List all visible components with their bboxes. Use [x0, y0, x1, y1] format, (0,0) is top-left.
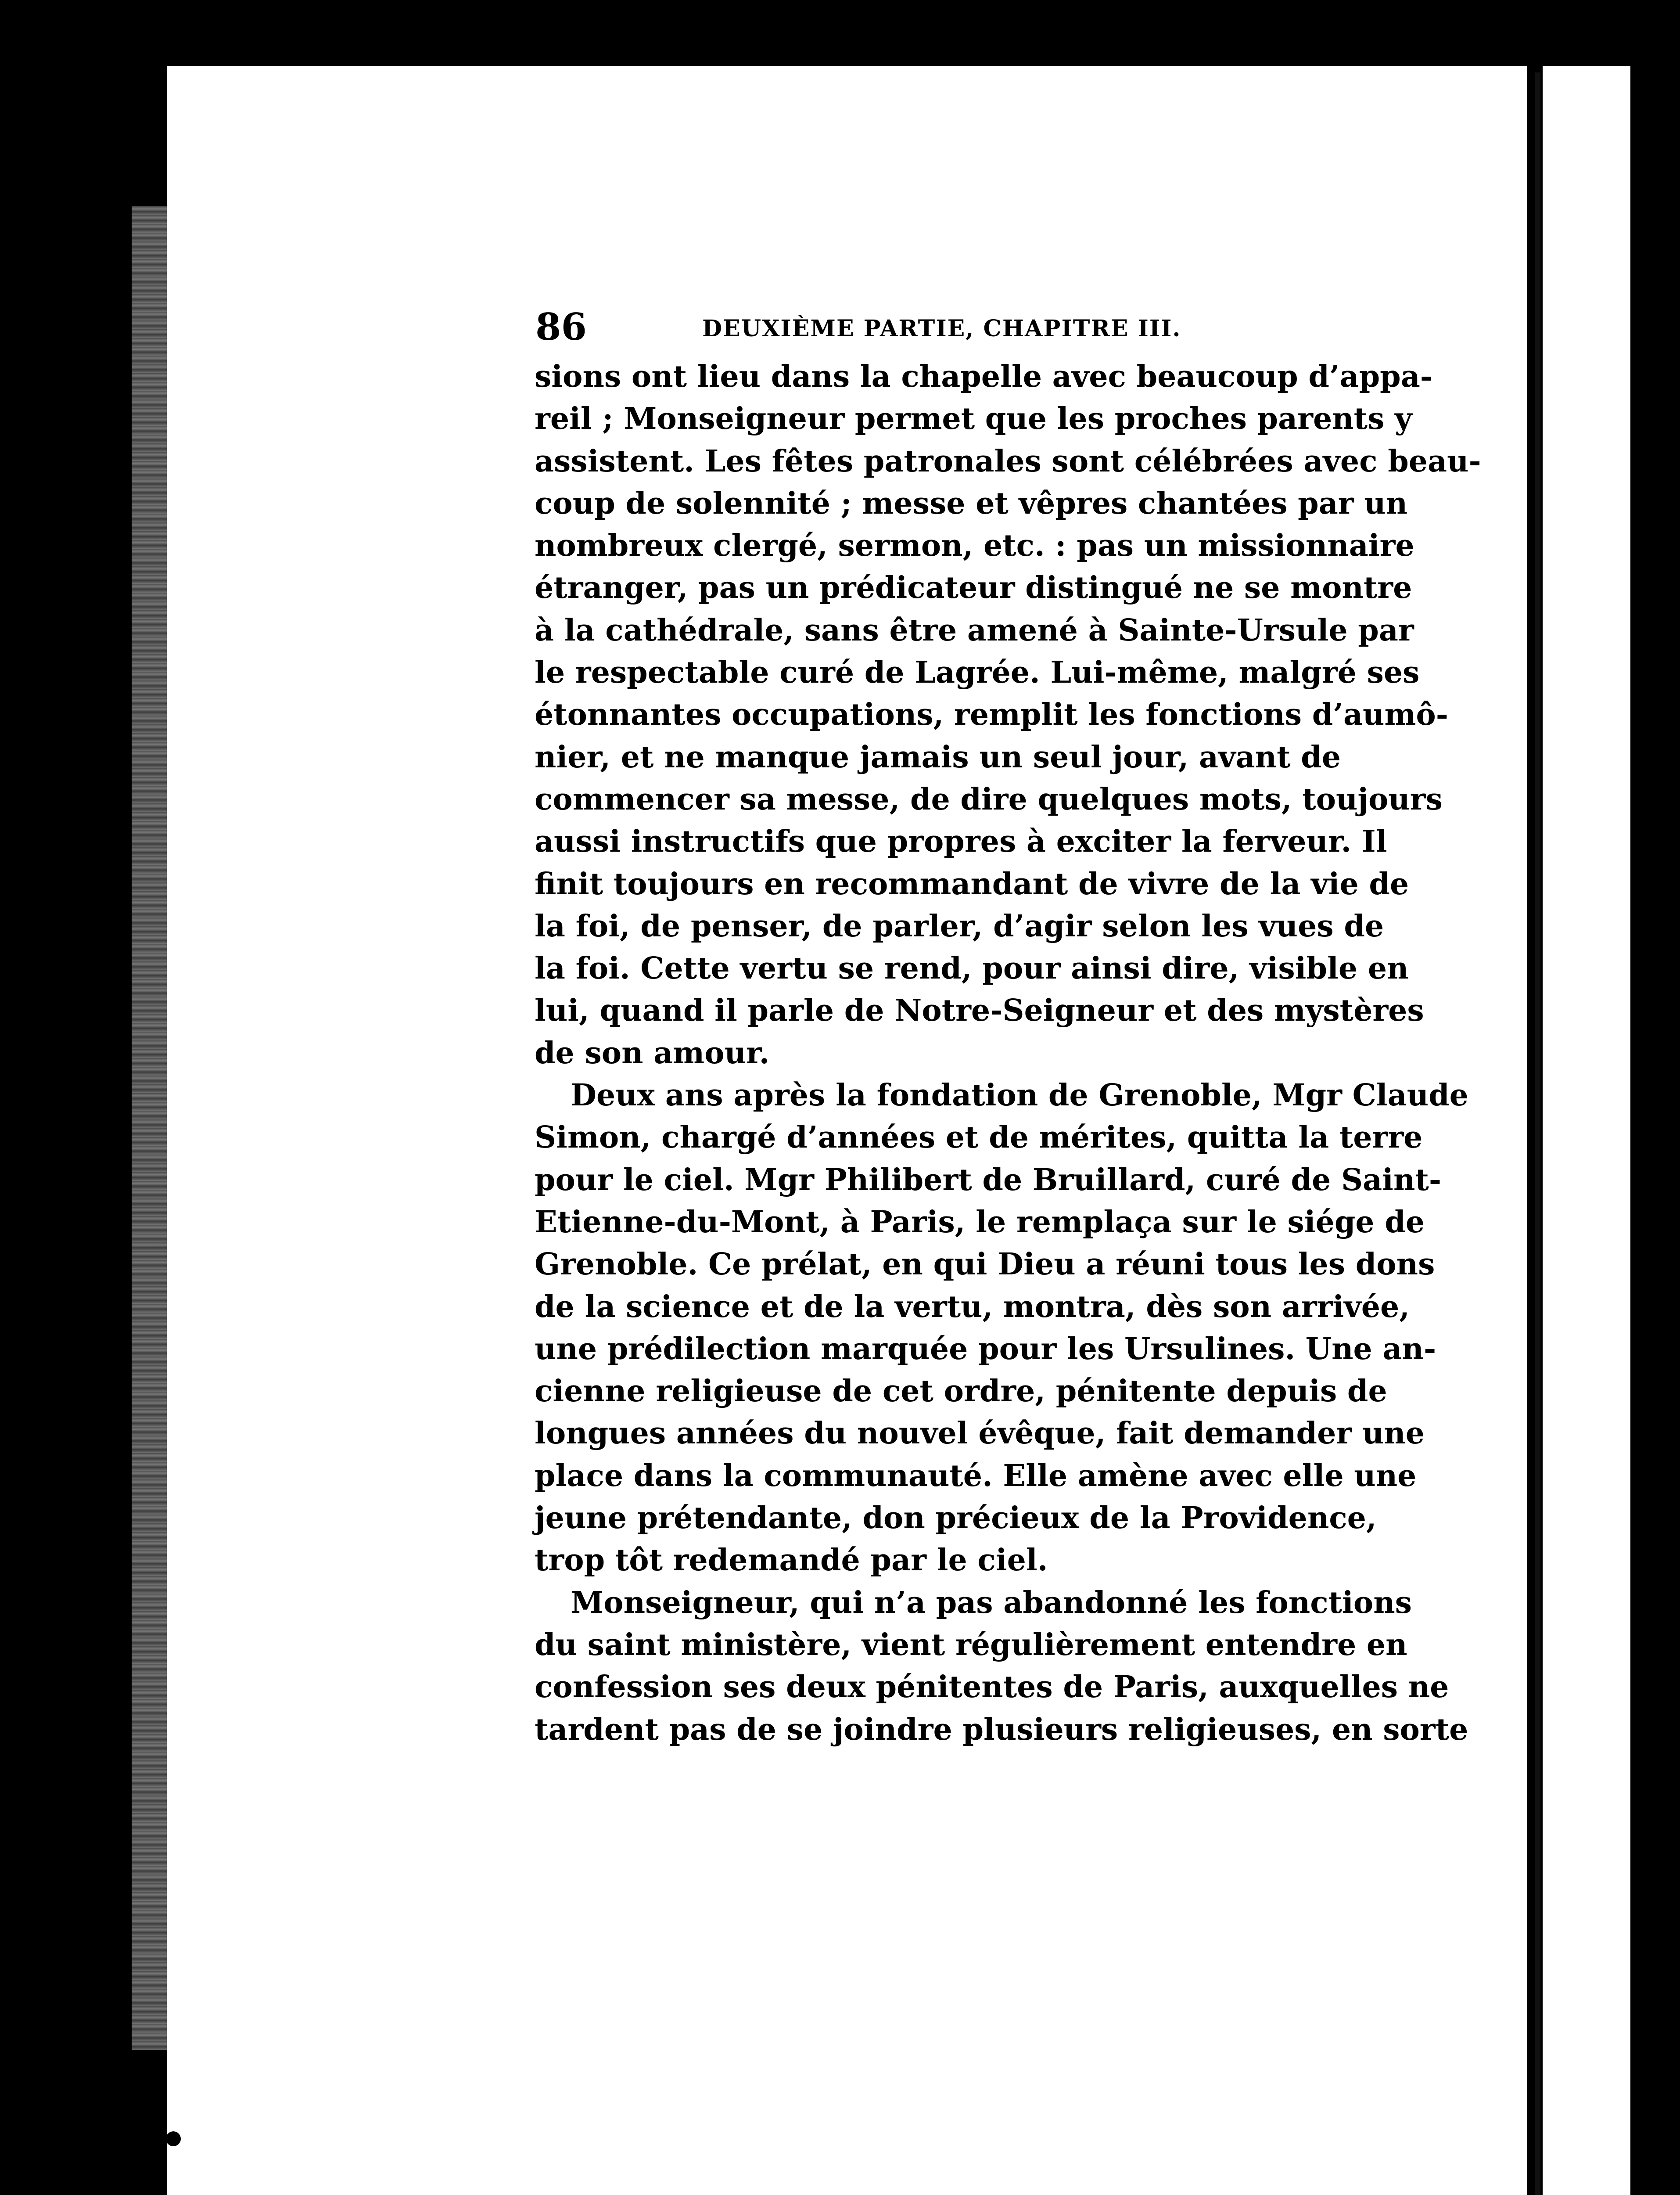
text-line: trop tôt redemandé par le ciel. [535, 1543, 1048, 1578]
page-header [535, 303, 1308, 351]
scan-artifact-dot [166, 2131, 181, 2146]
paragraph [535, 1074, 1468, 1582]
text-line: aussi instructifs que propres à exciter la ferveur. Il [535, 824, 1387, 860]
page-number: 86 [535, 305, 587, 349]
text-line: nier, et ne manque jamais un seul jour, avant de [535, 739, 1341, 775]
paragraph [535, 1582, 1468, 1751]
text-line: à la cathédrale, sans être amené à Sainte-Ursule par [535, 612, 1414, 648]
text-line: la foi. Cette vertu se rend, pour ainsi dire, visible en [535, 951, 1409, 986]
text-line: Grenoble. Ce prélat, en qui Dieu a réuni tous les dons [535, 1247, 1435, 1282]
text-line: tardent pas de se joindre plusieurs religieuses, en sorte [535, 1712, 1468, 1747]
text-line: le respectable curé de Lagrée. Lui-même, malgré ses [535, 655, 1420, 691]
adjacent-page-edge [1543, 66, 1630, 2195]
text-line: nombreux clergé, sermon, etc. : pas un missionnaire [535, 528, 1414, 564]
running-head: DEUXIÈME PARTIE, CHAPITRE III. [702, 315, 1181, 342]
text-line: jeune prétendante, don précieux de la Providence, [535, 1501, 1377, 1536]
text-line: pour le ciel. Mgr Philibert de Bruillard, curé de Saint- [535, 1162, 1442, 1198]
text-line: la foi, de penser, de parler, d’agir selon les vues de [535, 908, 1384, 944]
text-line: Simon, chargé d’années et de mérites, quitta la terre [535, 1120, 1423, 1155]
text-line: Monseigneur, qui n’a pas abandonné les fonctions [571, 1585, 1412, 1620]
body-text [535, 356, 1481, 1751]
text-line: place dans la communauté. Elle amène avec elle une [535, 1458, 1417, 1493]
text-line: étranger, pas un prédicateur distingué ne se montre [535, 570, 1412, 606]
text-line: commencer sa messe, de dire quelques mots, toujours [535, 781, 1443, 817]
text-line: reil ; Monseigneur permet que les proches parents y [535, 401, 1412, 437]
text-line: longues années du nouvel évêque, fait demander une [535, 1416, 1425, 1451]
text-line: Etienne-du-Mont, à Paris, le remplaça sur le siége de [535, 1204, 1425, 1240]
paragraph [535, 356, 1481, 1074]
text-line: lui, quand il parle de Notre-Seigneur et des mystères [535, 993, 1424, 1029]
text-line: de son amour. [535, 1035, 770, 1071]
text-line: Deux ans après la fondation de Grenoble, Mgr Claude [571, 1078, 1468, 1113]
scan-right-edge [1535, 72, 1540, 2195]
text-line: assistent. Les fêtes patronales sont célébrées avec beau- [535, 443, 1481, 479]
text-line: étonnantes occupations, remplit les fonctions d’aumô- [535, 697, 1449, 733]
text-line: coup de solennité ; messe et vêpres chantées par un [535, 486, 1408, 521]
text-line: de la science et de la vertu, montra, dès son arrivée, [535, 1289, 1410, 1324]
text-line: confession ses deux pénitentes de Paris, auxquelles ne [535, 1670, 1449, 1705]
text-line: sions ont lieu dans la chapelle avec beaucoup d’appa- [535, 359, 1432, 394]
text-line: une prédilection marquée pour les Ursulines. Une an- [535, 1331, 1436, 1367]
text-line: finit toujours en recommandant de vivre de la vie de [535, 866, 1409, 902]
text-line: du saint ministère, vient régulièrement entendre en [535, 1627, 1407, 1662]
text-line: cienne religieuse de cet ordre, pénitente depuis de [535, 1374, 1387, 1409]
